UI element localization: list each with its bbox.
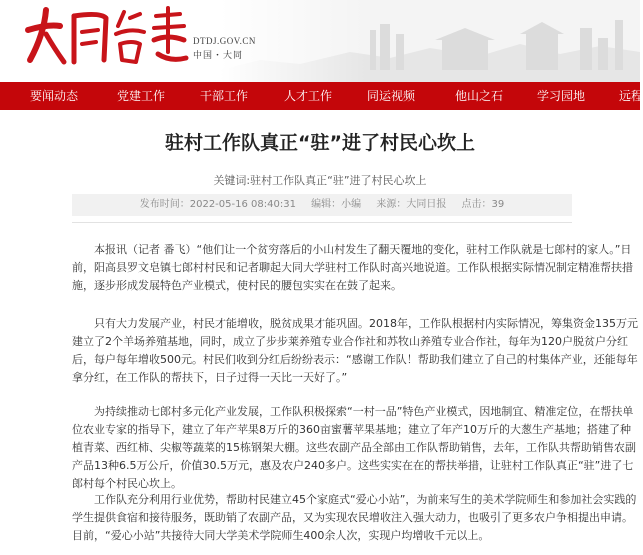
article-paragraph: 为持续推动七郎村多元化产业发展，工作队积极探索“一村一品”特色产业模式，因地制宜、精准定位，在帮扶单位农业专家的指导下，建立了年产苹果8万斤的360亩蜜薯苹果基地；建立了年产10万斤的大葱生产基地；搭建了种植青菜、西红柿、尖椒等蔬菜的15栋钢架大棚。这些农副产品全部由工作队帮助销售，去年，工作队共帮助销售农副产品13种6.5万公斤，价值30.5万元，惠及农户240多户。这些实实在在的帮扶举措，让驻村工作队真正“驻”进了七郎村每个村民心坎上。 [72,405,636,490]
article-paragraph: 本报讯（记者 番飞）“他们让一个贫穷落后的小山村发生了翻天覆地的变化，驻村工作队就是七郎村的家人。”日前，阳高县罗文皂镇七郎村村民和记者聊起大同大学驻村工作队时高兴地说道。工作队根据实际情况制定精准帮扶措施，逐步形成发展特色产业模式，使村民的腰包实实在在鼓了起来。 [72,243,633,292]
nav-item-party-work[interactable]: 党建工作 [117,89,166,103]
site-header [0,0,640,82]
article-meta [72,194,572,216]
nav-item-video[interactable]: 同运视频 [367,89,416,103]
nav-item-talent-work[interactable]: 人才工作 [284,89,333,103]
nav-item-remote[interactable]: 远程 [619,89,643,103]
nav-item-study[interactable]: 学习园地 [537,89,586,103]
editor: 编辑：小编 [311,199,362,210]
source: 来源：大同日报 [376,199,447,210]
site-identity [193,36,256,61]
publish-time: 发布时间：2022-05-16 08:40:31 [139,199,296,210]
nav-item-cadre-work[interactable]: 干部工作 [200,89,249,103]
article-meta-bar [72,194,572,216]
divider [72,222,572,223]
site-url: DTDJ.GOV.CN [193,36,256,46]
calligraphy-logo-icon[interactable] [20,4,190,70]
main-nav [0,82,643,110]
article-title: 驻村工作队真正“驻”进了村民心坎上 [165,132,475,154]
article-paragraph: 只有大力发展产业，村民才能增收，脱贫成果才能巩固。2018年，工作队根据村内实际情况，筹集资金135万元建立了2个羊场养殖基地，同时，成立了步步莱养殖专业合作社和苏牧山养殖专业合作社，每年为120户脱贫户分红后，每户每年增收500元。村民们收到分红后纷纷表示：“感谢工作队！帮助我们建立了自己的村集体产业，还能每年拿分红，在工作队的帮扶下，日子过得一天比一天好了。” [72,317,638,384]
article-paragraph: 工作队充分利用行业优势，帮助村民建立45个家庭式“爱心小站”，为前来写生的美术学院师生和参加社会实践的学生提供食宿和接待服务，既助销了农副产品，又为实现农民增收注入强大动力，也吸引了更多农户争相提出申请。目前，“爱心小站”共接待大同大学美术学院师生400余人次，实现户均增收千元以上。 [72,493,637,542]
site-location: 中国・大同 [193,51,244,61]
article-keywords: 关键词:驻村工作队真正“驻”进了村民心坎上 [213,174,427,187]
nav-item-news[interactable]: 要闻动态 [30,89,79,103]
click-count: 点击：39 [461,199,505,210]
city-skyline-banner-icon [220,0,640,82]
nav-item-other-experience[interactable]: 他山之石 [455,89,504,103]
